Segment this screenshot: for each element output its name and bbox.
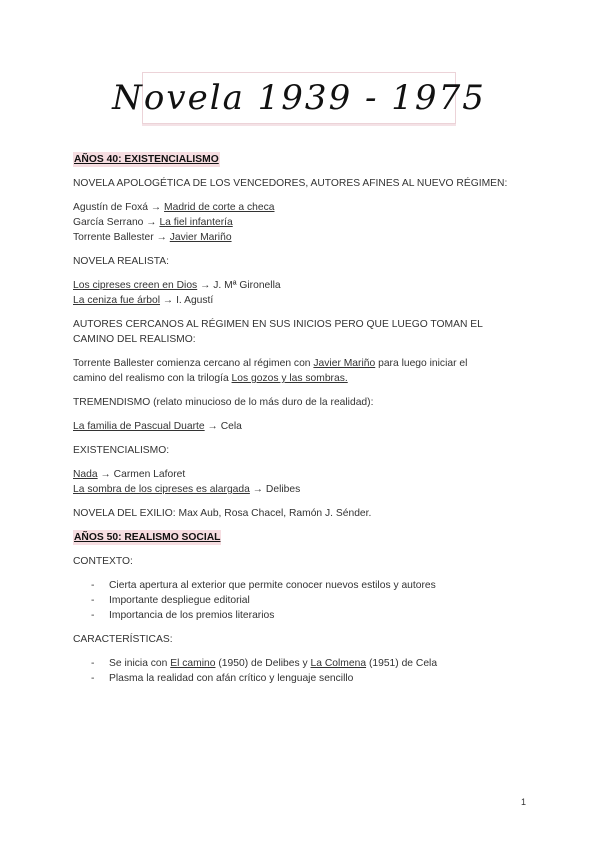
text: (1951) de Cela xyxy=(368,658,438,669)
text: (1950) de Delibes y xyxy=(218,658,308,669)
text: para luego iniciar el xyxy=(378,358,468,369)
arrow-icon: → xyxy=(146,217,157,228)
work-title: Los gozos y las sombras. xyxy=(231,373,348,384)
list-item xyxy=(91,608,533,623)
arrow-icon: → xyxy=(207,421,218,432)
work-title: La sombra de los cipreses es alargada xyxy=(73,484,250,495)
cercanos-heading-line-2: CAMINO DEL REALISMO: xyxy=(73,334,196,345)
list-item xyxy=(73,278,533,293)
paragraph-line xyxy=(73,371,533,386)
author: Agustín de Foxá xyxy=(73,202,148,213)
caracteristicas-heading: CARACTERÍSTICAS: xyxy=(73,634,173,645)
dash-bullet-icon: - xyxy=(91,673,95,684)
work-title: La familia de Pascual Duarte xyxy=(73,421,205,432)
list-item xyxy=(91,656,533,671)
list-item-text: Importancia de los premios literarios xyxy=(109,610,275,621)
list-item xyxy=(73,467,533,482)
list-item xyxy=(73,482,533,497)
work-title: La ceniza fue árbol xyxy=(73,295,161,306)
arrow-icon: → xyxy=(252,484,264,495)
author: J. Mª Gironella xyxy=(213,280,281,291)
arrow-icon: → xyxy=(100,469,111,480)
page-title: Novela 1939 - 1975 xyxy=(112,78,486,118)
dash-bullet-icon: - xyxy=(91,580,95,591)
title-banner xyxy=(112,72,486,124)
author: Delibes xyxy=(265,484,301,495)
arrow-icon: → xyxy=(200,280,211,291)
work-title: Nada xyxy=(73,469,98,480)
work-title: Los cipreses creen en Dios xyxy=(73,280,198,291)
text: Se inicia con xyxy=(109,658,168,669)
text: Torrente Ballester comienza cercano al régimen con xyxy=(73,358,311,369)
author: Cela xyxy=(220,421,242,432)
list-item xyxy=(91,671,533,686)
arrow-icon: → xyxy=(150,202,162,213)
document-body xyxy=(73,152,533,686)
author: I. Agustí xyxy=(176,295,214,306)
list-item xyxy=(73,230,533,245)
list-item-text: Plasma la realidad con afán crítico y lenguaje sencillo xyxy=(109,673,354,684)
author: Torrente Ballester xyxy=(73,232,154,243)
work-title: Madrid de corte a checa xyxy=(164,202,275,213)
dash-bullet-icon: - xyxy=(91,595,95,606)
list-item xyxy=(73,419,533,434)
work-title: Javier Mariño xyxy=(169,232,232,243)
list-item xyxy=(73,215,533,230)
caracteristicas-list xyxy=(73,656,533,686)
existencialismo-heading: EXISTENCIALISMO: xyxy=(73,445,170,456)
tremendismo-heading: TREMENDISMO (relato minucioso de lo más duro de la realidad): xyxy=(73,397,374,408)
list-item-text: Importante despliegue editorial xyxy=(109,595,250,606)
realista-heading: NOVELA REALISTA: xyxy=(73,256,169,267)
arrow-icon: → xyxy=(162,295,174,306)
list-item xyxy=(73,200,533,215)
section-heading-50: AÑOS 50: REALISMO SOCIAL xyxy=(74,532,221,543)
author: Carmen Laforet xyxy=(113,469,186,480)
work-title: Javier Mariño xyxy=(313,358,376,369)
paragraph-line xyxy=(73,356,533,371)
dash-bullet-icon: - xyxy=(91,658,95,669)
work-title: La fiel infantería xyxy=(159,217,233,228)
list-item xyxy=(91,578,533,593)
cercanos-heading-line-1: AUTORES CERCANOS AL RÉGIMEN EN SUS INICIOS PERO QUE LUEGO TOMAN EL xyxy=(73,319,483,330)
contexto-list xyxy=(73,578,533,623)
dash-bullet-icon: - xyxy=(91,610,95,621)
page-number: 1 xyxy=(521,797,527,807)
apologetica-heading: NOVELA APOLOGÉTICA DE LOS VENCEDORES, AUTORES AFINES AL NUEVO RÉGIMEN: xyxy=(73,178,508,189)
author: García Serrano xyxy=(73,217,144,228)
list-item xyxy=(91,593,533,608)
list-item-text: Cierta apertura al exterior que permite conocer nuevos estilos y autores xyxy=(109,580,436,591)
exilio-text: NOVELA DEL EXILIO: Max Aub, Rosa Chacel, Ramón J. Sénder. xyxy=(73,508,372,519)
text: camino del realismo con la trilogía xyxy=(73,373,229,384)
contexto-heading: CONTEXTO: xyxy=(73,556,133,567)
work-title: El camino xyxy=(170,658,216,669)
arrow-icon: → xyxy=(156,232,167,243)
work-title: La Colmena xyxy=(310,658,367,669)
list-item xyxy=(73,293,533,308)
section-heading-40: AÑOS 40: EXISTENCIALISMO xyxy=(74,154,219,165)
